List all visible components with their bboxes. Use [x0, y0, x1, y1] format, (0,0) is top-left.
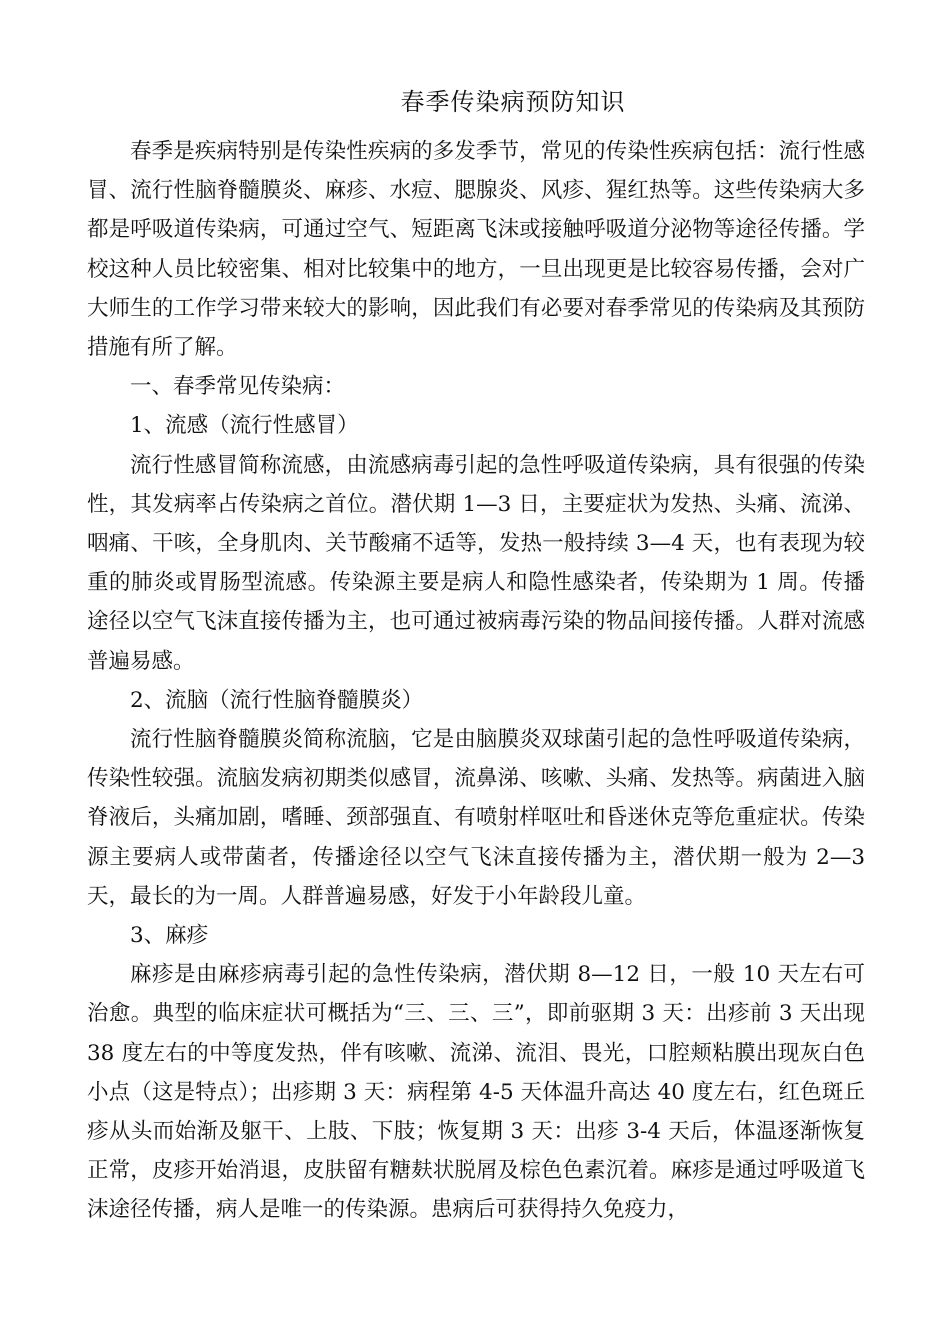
measles-paragraph: 麻疹是由麻疹病毒引起的急性传染病，潜伏期 8—12 日，一般 10 天左右可治愈。典型的临床症状可概括为“三、三、三”，即前驱期 3 天：出疹前 3 天出现 38 度左右的中等度发热，伴有咳嗽、流涕、流泪、畏光，口腔颊粘膜出现灰白色小点（这是特点）；出疹期 3 天：病程第 4-5 天体温升高达 40 度左右，红色斑丘疹从头而始渐及躯干、上肢、下肢；恢复期 3 天：出疹 3-4 天后，体温逐渐恢复正常，皮疹开始消退，皮肤留有糖麸状脱屑及棕色色素沉着。麻疹是通过呼吸道飞沫途径传播，病人是唯一的传染源。患病后可获得持久免疫力， — [87, 962, 865, 1223]
document-title: 春季传染病预防知识 — [400, 88, 626, 116]
influenza-paragraph: 流行性感冒简称流感，由流感病毒引起的急性呼吸道传染病，具有很强的传染性，其发病率占传染病之首位。潜伏期 1—3 日，主要症状为发热、头痛、流涕、咽痛、干咳，全身肌肉、关节酸痛不适等，发热一般持续 3—4 天，也有表现为较重的肺炎或胃肠型流感。传染源主要是病人和隐性感染者，传染期为 1 周。传播途径以空气飞沫直接传播为主，也可通过被病毒污染的物品间接传播。人群对流感普遍易感。 — [87, 452, 865, 674]
subheading-meningitis: 2、流脑（流行性脑脊髓膜炎） — [130, 687, 424, 713]
document-body — [87, 132, 865, 1230]
subheading-influenza: 1、流感（流行性感冒） — [130, 413, 359, 439]
section-heading-common-diseases: 一、春季常见传染病： — [130, 374, 346, 400]
meningitis-paragraph: 流行性脑脊髓膜炎简称流脑，它是由脑膜炎双球菌引起的急性呼吸道传染病，传染性较强。流脑发病初期类似感冒，流鼻涕、咳嗽、头痛、发热等。病菌进入脑脊液后，头痛加剧，嗜睡、颈部强直、有喷射样呕吐和昏迷休克等危重症状。传染源主要病人或带菌者，传播途径以空气飞沫直接传播为主，潜伏期一般为 2—3 天，最长的为一周。人群普遍易感，好发于小年龄段儿童。 — [87, 727, 865, 909]
intro-paragraph: 春季是疾病特别是传染性疾病的多发季节，常见的传染性疾病包括：流行性感冒、流行性脑脊髓膜炎、麻疹、水痘、腮腺炎、风疹、猩红热等。这些传染病大多都是呼吸道传染病，可通过空气、短距离飞沫或接触呼吸道分泌物等途径传播。学校这种人员比较密集、相对比较集中的地方，一旦出现更是比较容易传播，会对广大师生的工作学习带来较大的影响，因此我们有必要对春季常见的传染病及其预防措施有所了解。 — [87, 139, 865, 361]
subheading-measles: 3、麻疹 — [130, 923, 209, 949]
